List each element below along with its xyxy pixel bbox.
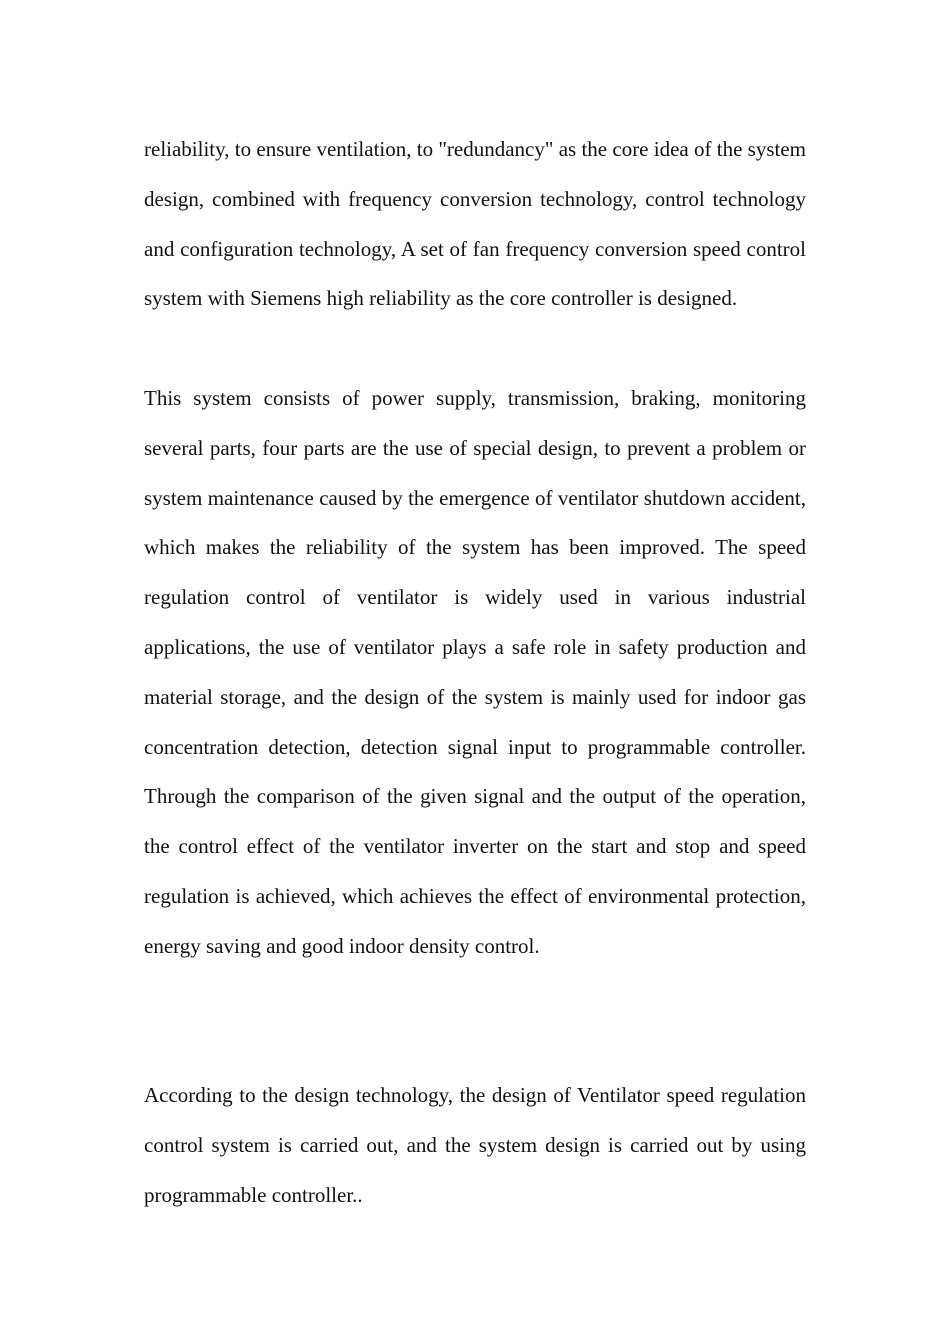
body-paragraph: reliability, to ensure ventilation, to "redundancy" as the core idea of the system design, combined with frequency conversion technology, control technology and configuration technology, A set of fan frequency conversion speed control system with Siemens high reliability as the core controller is designed. bbox=[144, 137, 806, 311]
body-paragraph: According to the design technology, the design of Ventilator speed regulation control system is carried out, and the system design is carried out by using programmable controller.. bbox=[144, 1083, 806, 1207]
body-paragraph: This system consists of power supply, transmission, braking, monitoring several parts, four parts are the use of special design, to prevent a problem or system maintenance caused by the emergence of ventilator shutdown accident, which makes the reliability of the system has been improved. The speed regulation control of ventilator is widely used in various industrial applications, the use of ventilator plays a safe role in safety production and material storage, and the design of the system is mainly used for indoor gas concentration detection, detection signal input to programmable controller. Through the comparison of the given signal and the output of the operation, the control effect of the ventilator inverter on the start and stop and speed regulation is achieved, which achieves the effect of environmental protection, energy saving and good indoor density control. bbox=[144, 386, 806, 958]
